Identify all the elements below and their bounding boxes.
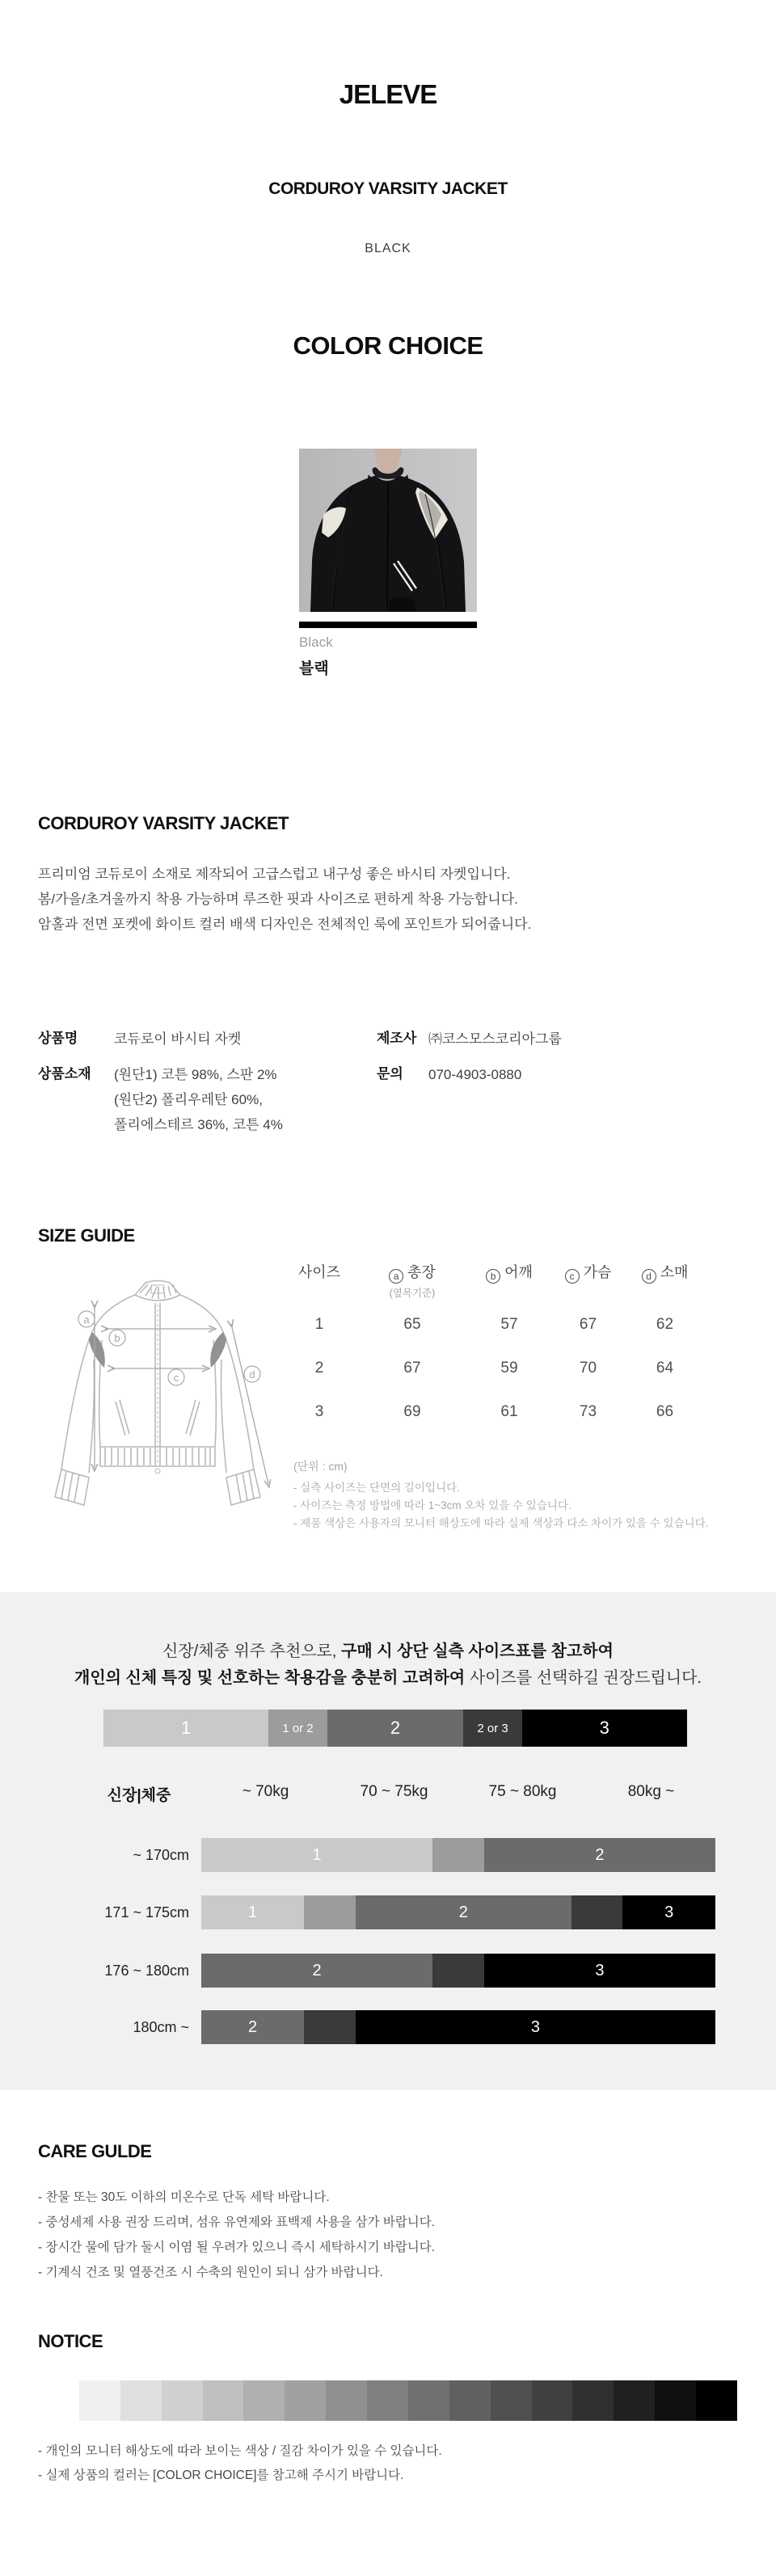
- size-cell: 57: [500, 1316, 518, 1333]
- legend-segment: 2: [327, 1710, 464, 1747]
- size-cell: 62: [656, 1316, 674, 1333]
- recommendation-text-line2: [0, 1664, 776, 1688]
- care-guide-heading: CARE GULDE: [38, 2141, 152, 2161]
- gradient-step: [162, 2380, 203, 2421]
- reco-row: [0, 1895, 776, 1929]
- size-legend-bar: [103, 1710, 687, 1747]
- reco-text: 사이즈를 선택하길 권장드립니다.: [465, 1669, 702, 1687]
- care-line: - 찬물 또는 30도 이하의 미온수로 단독 세탁 바랍니다.: [38, 2190, 330, 2204]
- size-col-label: 가슴: [583, 1264, 612, 1280]
- diagram-letter-c: c: [173, 1372, 179, 1384]
- size-cell: 3: [314, 1403, 324, 1420]
- height-weight-label: 신장|체중: [107, 1787, 171, 1804]
- chart-header-row: [0, 1783, 776, 1807]
- care-line: - 기계식 건조 및 열풍건조 시 수축의 원인이 되니 삼가 바랍니다.: [38, 2266, 383, 2279]
- diagram-letter-d: d: [249, 1368, 255, 1381]
- size-bar-segment: 2: [201, 1954, 432, 1988]
- size-bar: [201, 1954, 715, 1988]
- size-cell: 67: [403, 1360, 421, 1377]
- gradient-step: [614, 2380, 655, 2421]
- size-col-subnote: (옆목기준): [389, 1288, 436, 1299]
- gradient-step: [120, 2380, 162, 2421]
- grayscale-gradient-bar: [38, 2380, 737, 2421]
- size-bar-segment: [304, 2010, 356, 2044]
- info-value-contact: 070-4903-0880: [428, 1067, 522, 1082]
- info-value-name: 코듀로이 바시티 자켓: [114, 1031, 242, 1047]
- gradient-step: [696, 2380, 737, 2421]
- description-line: 암홀과 전면 포켓에 화이트 컬러 배색 디자인은 전체적인 룩에 포인트가 되어줍니다.: [38, 917, 532, 932]
- info-label-name: 상품명: [38, 1031, 78, 1046]
- recommendation-text-line1: [0, 1638, 776, 1661]
- size-bar-segment: 1: [201, 1895, 304, 1929]
- weight-col: 80kg ~: [627, 1783, 675, 1800]
- gradient-step: [367, 2380, 408, 2421]
- info-label-contact: 문의: [377, 1066, 403, 1081]
- size-note: - 제품 색상은 사용자의 모니터 해상도에 따라 실제 색상과 다소 차이가 있을 수 있습니다.: [293, 1517, 709, 1529]
- size-col-header: [469, 1261, 550, 1303]
- size-cell: 67: [579, 1316, 597, 1333]
- size-bar: [201, 1895, 715, 1929]
- size-cell: 59: [500, 1360, 518, 1377]
- circled-letter-icon: c: [565, 1269, 580, 1284]
- info-row-contact: [377, 1062, 521, 1087]
- color-name-kr: 블랙: [299, 660, 329, 677]
- material-line: (원단2) 폴리우레탄 60%,: [114, 1092, 263, 1107]
- color-choice-heading: COLOR CHOICE: [293, 331, 483, 360]
- notice-heading: NOTICE: [38, 2331, 103, 2351]
- reco-row: [0, 1954, 776, 1988]
- size-col-label: 소매: [660, 1264, 689, 1280]
- legend-segment: 1 or 2: [268, 1710, 327, 1747]
- jacket-measurement-diagram: [24, 1269, 291, 1540]
- size-col-header: [283, 1261, 356, 1303]
- size-cell: 64: [656, 1360, 674, 1377]
- size-cell: 66: [656, 1403, 674, 1420]
- size-bar-segment: [304, 1895, 356, 1929]
- size-cell: 61: [500, 1403, 518, 1420]
- reco-text: 신장/체중 위주 추천으로,: [162, 1642, 342, 1660]
- gradient-step: [285, 2380, 326, 2421]
- size-bar-segment: 2: [484, 1838, 715, 1872]
- size-cell: 65: [403, 1316, 421, 1333]
- circled-letter-icon: b: [486, 1269, 500, 1284]
- size-bar-segment: 1: [201, 1838, 432, 1872]
- material-line: 폴리에스테르 36%, 코튼 4%: [114, 1117, 283, 1132]
- legend-segment: 1: [103, 1710, 268, 1747]
- diagram-letter-a: a: [83, 1313, 90, 1326]
- size-note: - 사이즈는 측정 방법에 따라 1~3cm 오차 있을 수 있습니다.: [293, 1499, 571, 1511]
- size-bar-segment: 3: [356, 2010, 715, 2044]
- size-cell: 1: [314, 1316, 324, 1333]
- info-value-material: [114, 1062, 283, 1137]
- care-line: - 중성세제 사용 권장 드리며, 섬유 유연제와 표백제 사용을 삼가 바랍니다.: [38, 2216, 436, 2229]
- info-row-material: [38, 1062, 283, 1137]
- size-bar: [201, 2010, 715, 2044]
- size-col-header: [356, 1261, 469, 1303]
- brand-logo: JELEVE: [339, 79, 437, 109]
- info-row-product-name: [38, 1027, 241, 1052]
- gradient-step: [491, 2380, 532, 2421]
- gradient-step: [203, 2380, 244, 2421]
- description-line: 봄/가을/초겨울까지 착용 가능하며 루즈한 핏과 사이즈로 편하게 착용 가능합니다.: [38, 892, 518, 907]
- reco-text-bold: 개인의 신체 특징 및 선호하는 착용감을 충분히 고려하여: [74, 1669, 466, 1687]
- info-label-maker: 제조사: [377, 1031, 417, 1046]
- size-bar: [201, 1838, 715, 1872]
- weight-col: 70 ~ 75kg: [360, 1783, 428, 1800]
- gradient-step: [532, 2380, 573, 2421]
- reco-row: [0, 2010, 776, 2044]
- circled-letter-icon: a: [389, 1269, 403, 1284]
- weight-col: 75 ~ 80kg: [488, 1783, 557, 1800]
- height-range-label: 176 ~ 180cm: [104, 1963, 189, 1979]
- description-line: 프리미엄 코듀로이 소재로 제작되어 고급스럽고 내구성 좋은 바시티 자켓입니다.: [38, 866, 511, 882]
- size-col-label: 사이즈: [297, 1264, 341, 1280]
- size-cell: 73: [579, 1403, 597, 1420]
- info-row-maker: [377, 1027, 562, 1052]
- size-unit-note: (단위 : cm): [293, 1460, 348, 1473]
- color-subtitle: BLACK: [365, 242, 411, 255]
- info-value-maker: ㈜코스모스코리아그룹: [428, 1031, 562, 1047]
- care-line: - 장시간 물에 담가 둘시 이염 될 우려가 있으니 즉시 세탁하시기 바랍니다.: [38, 2241, 436, 2254]
- gradient-step: [79, 2380, 120, 2421]
- reco-row: [0, 1838, 776, 1872]
- legend-segment: 3: [522, 1710, 687, 1747]
- description-heading: CORDUROY VARSITY JACKET: [38, 813, 289, 833]
- height-range-label: 180cm ~: [133, 2019, 189, 2035]
- notice-line: - 실제 상품의 컬러는 [COLOR CHOICE]를 참고해 주시기 바랍니다.: [38, 2468, 404, 2482]
- weight-col: ~ 70kg: [242, 1783, 289, 1800]
- size-table-header: [283, 1261, 703, 1303]
- gradient-step: [408, 2380, 449, 2421]
- size-table-body: [283, 1303, 703, 1434]
- size-bar-segment: 2: [356, 1895, 571, 1929]
- size-bar-segment: [432, 1838, 484, 1872]
- size-col-header: [626, 1261, 703, 1303]
- size-cell: 69: [403, 1403, 421, 1420]
- size-cell: 2: [314, 1360, 324, 1377]
- size-note: - 실측 사이즈는 단면의 길이입니다.: [293, 1482, 460, 1494]
- size-table: [283, 1261, 703, 1434]
- gradient-step: [326, 2380, 367, 2421]
- size-col-label: 총장: [407, 1264, 436, 1280]
- gradient-step: [655, 2380, 696, 2421]
- size-bar-segment: 3: [484, 1954, 715, 1988]
- size-cell: 70: [579, 1360, 597, 1377]
- legend-segment: 2 or 3: [463, 1710, 521, 1747]
- height-range-label: ~ 170cm: [133, 1847, 189, 1863]
- gradient-step: [243, 2380, 285, 2421]
- page-title: CORDUROY VARSITY JACKET: [268, 179, 508, 198]
- description-paragraph: [38, 862, 531, 937]
- notice-line: - 개인의 모니터 해상도에 따라 보이는 색상 / 질감 차이가 있을 수 있습니다.: [38, 2444, 442, 2458]
- size-bar-segment: [571, 1895, 623, 1929]
- product-photo-illustration: [299, 449, 477, 612]
- height-range-label: 171 ~ 175cm: [104, 1904, 189, 1920]
- size-bar-segment: [432, 1954, 484, 1988]
- size-col-label: 어깨: [504, 1264, 533, 1280]
- gradient-step: [449, 2380, 491, 2421]
- size-notes: [293, 1479, 708, 1533]
- care-guide-lines: [38, 2185, 435, 2285]
- reco-text-bold: 구매 시 상단 실측 사이즈표를 참고하여: [341, 1642, 614, 1660]
- gradient-step: [572, 2380, 614, 2421]
- size-bar-segment: 3: [622, 1895, 715, 1929]
- notice-lines: [38, 2439, 442, 2488]
- color-name-en: Black: [299, 635, 333, 650]
- diagram-letter-b: b: [114, 1332, 120, 1344]
- size-col-header: [550, 1261, 626, 1303]
- product-photo: [299, 449, 477, 612]
- gradient-step: [38, 2380, 79, 2421]
- color-swatch-bar: [299, 622, 477, 628]
- size-bar-segment: 2: [201, 2010, 304, 2044]
- material-line: (원단1) 코튼 98%, 스판 2%: [114, 1067, 277, 1082]
- circled-letter-icon: d: [642, 1269, 656, 1284]
- size-guide-heading: SIZE GUIDE: [38, 1225, 135, 1246]
- info-label-material: 상품소재: [38, 1066, 91, 1081]
